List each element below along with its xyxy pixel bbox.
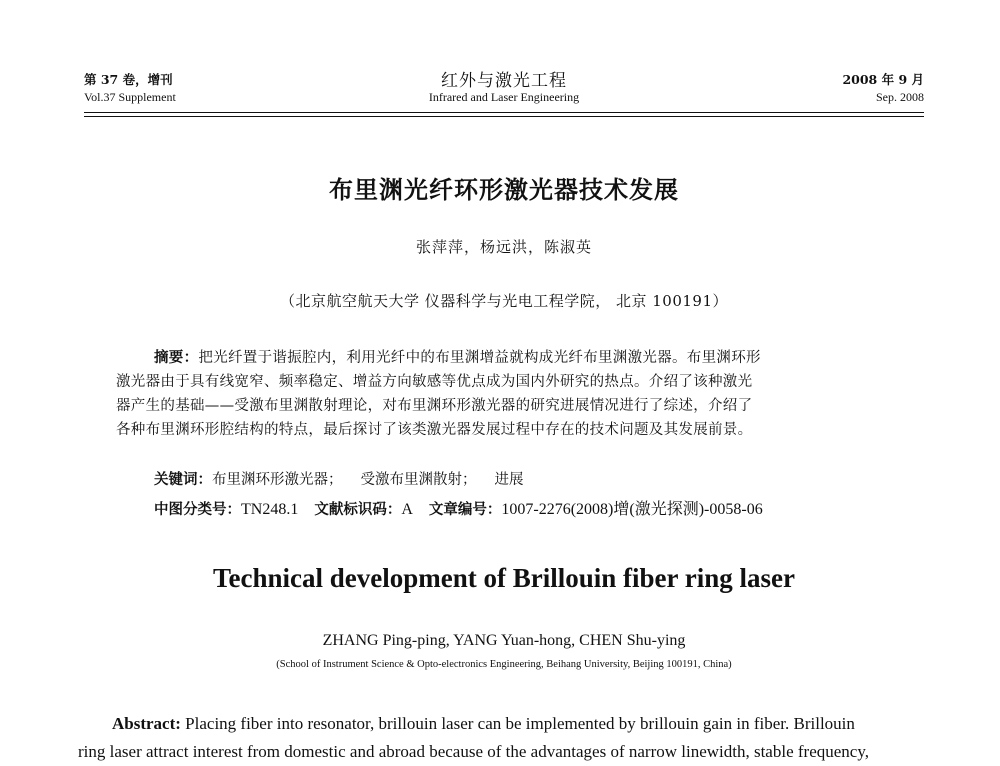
issue-date-cn: 2008 年 9 月 xyxy=(842,72,924,87)
abstract-cn-line: 器产生的基础——受激布里渊散射理论，对布里渊环形激光器的研究进展情况进行了综述，介绍了 xyxy=(116,398,753,414)
volume-en: Vol.37 Supplement xyxy=(84,90,176,104)
keyword-item: 进展 xyxy=(494,472,524,488)
clc-value: TN248.1 xyxy=(241,501,299,518)
header-rule-thin xyxy=(84,116,924,117)
clc-label: 中图分类号： xyxy=(154,502,241,518)
affiliation-en: (School of Instrument Science & Opto-electronics Engineering, Beihang University, Beijing 100191, China) xyxy=(276,659,732,670)
authors-en: ZHANG Ping-ping, YANG Yuan-hong, CHEN Shu-ying xyxy=(322,632,686,649)
abstract-cn-label: 摘要： xyxy=(154,350,199,366)
paper-title-cn: 布里渊光纤环形激光器技术发展 xyxy=(329,176,679,204)
authors-cn: 张萍萍，杨远洪，陈淑英 xyxy=(415,238,592,256)
keywords-label: 关键词： xyxy=(154,472,212,488)
abstract-cn-line: 各种布里渊环形腔结构的特点，最后探讨了该类激光器发展过程中存在的技术问题及其发展前景。 xyxy=(116,422,753,438)
abstract-cn-line: 激光器由于具有线宽窄、频率稳定、增益方向敏感等优点成为国内外研究的热点。介绍了该种激光 xyxy=(116,374,753,390)
issue-date-en: Sep. 2008 xyxy=(876,90,924,104)
article-no-value: 1007-2276(2008)增(激光探测)-0058-06 xyxy=(501,501,763,518)
abstract-en-line: ring laser attract interest from domestic and abroad because of the advantages of narrow linewidth, stable frequency, xyxy=(78,742,869,761)
journal-name-cn: 红外与激光工程 xyxy=(441,71,567,91)
abstract-en-line xyxy=(78,710,930,738)
abstract-en xyxy=(78,710,930,766)
abstract-cn xyxy=(116,346,902,442)
doc-code-value: A xyxy=(401,501,413,518)
keyword-item: 受激布里渊散射； xyxy=(360,472,477,488)
volume-cn: 第 37 卷，增刊 xyxy=(84,72,173,87)
keyword-item: 布里渊环形激光器； xyxy=(212,472,343,488)
header-rule-thick xyxy=(84,112,924,113)
journal-name-en: Infrared and Laser Engineering xyxy=(428,90,580,104)
abstract-en-label: Abstract: xyxy=(112,714,181,733)
abstract-cn-text: 把光纤置于谐振腔内，利用光纤中的布里渊增益就构成光纤布里渊激光器。布里渊环形 xyxy=(198,350,761,366)
abstract-cn-line xyxy=(116,346,902,370)
abstract-en-text: Placing fiber into resonator, brillouin laser can be implemented by brillouin gain in fiber. Brillouin xyxy=(180,714,855,733)
paper-title-en: Technical development of Brillouin fiber ring laser xyxy=(213,563,795,593)
article-no-label: 文章编号： xyxy=(428,502,502,518)
running-header xyxy=(84,66,924,110)
doc-code-label: 文献标识码： xyxy=(314,502,402,518)
keywords-cn xyxy=(154,468,524,489)
classification-line xyxy=(154,496,763,519)
affiliation-cn: （北京航空航天大学 仪器科学与光电工程学院， 北京 100191） xyxy=(279,292,729,310)
